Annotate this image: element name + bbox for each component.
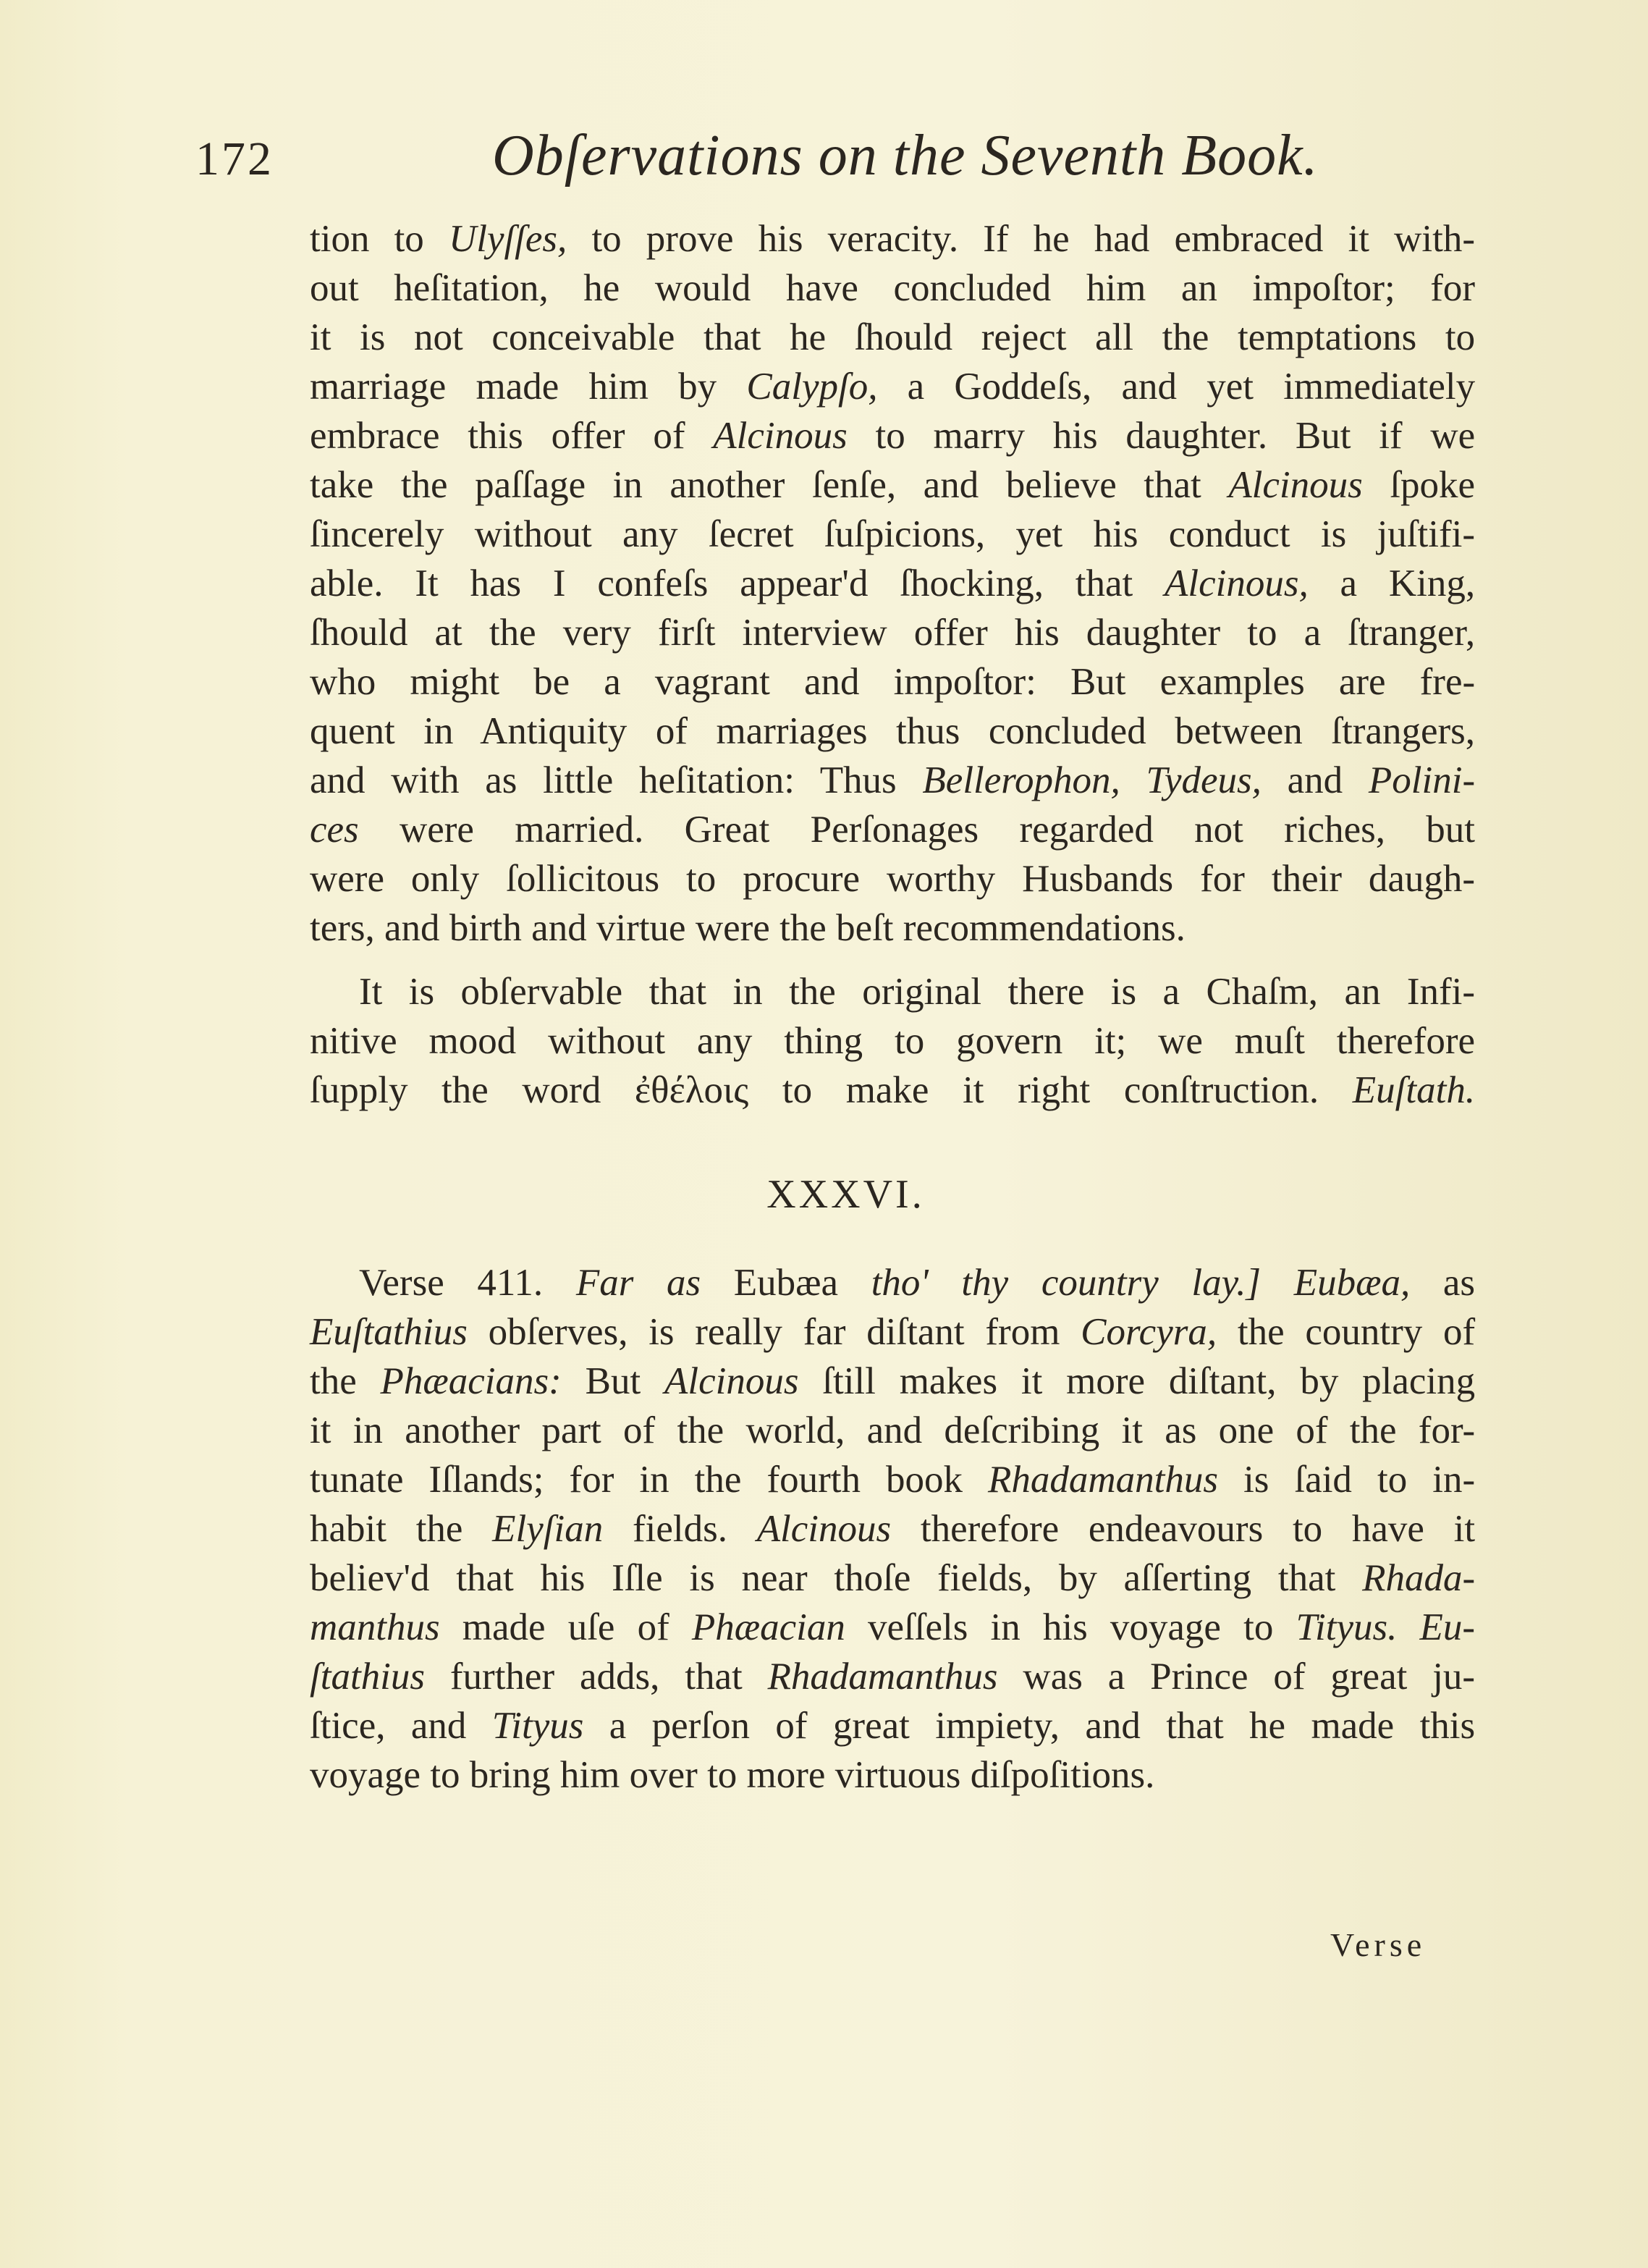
text-line: embrace this offer of Alcinous to marry his daughter. But if we xyxy=(310,415,1476,457)
text-line: Verse 411. Far as Eubæa tho' thy country lay.] Eubæa, as xyxy=(359,1262,1476,1304)
text-line: Euſtathius obſerves, is really far diſtant from Corcyra, the country of xyxy=(310,1311,1476,1353)
text-line: believ'd that his Iſle is near thoſe fields, by aſſerting that Rhada- xyxy=(310,1557,1476,1599)
text-line: it in another part of the world, and deſcribing it as one of the for- xyxy=(310,1409,1476,1451)
paragraph-2 xyxy=(310,967,1475,1115)
page-number: 172 xyxy=(195,132,274,185)
text-line: It is obſervable that in the original there is a Chaſm, an Infi- xyxy=(359,971,1476,1013)
section-number: XXXVI. xyxy=(766,1172,925,1217)
text-line: take the paſſage in another ſenſe, and believe that Alcinous ſpoke xyxy=(310,464,1476,506)
text-line: were only ſollicitous to procure worthy Husbands for their daugh- xyxy=(310,858,1476,900)
paragraph-3 xyxy=(310,1258,1475,1800)
paragraph-1 xyxy=(310,214,1475,953)
text-line: voyage to bring him over to more virtuous diſpoſitions. xyxy=(310,1754,1155,1796)
text-line: quent in Antiquity of marriages thus concluded between ſtrangers, xyxy=(310,710,1476,752)
page-header xyxy=(195,116,1484,195)
text-line: ters, and birth and virtue were the beſt recommendations. xyxy=(310,907,1186,949)
text-line: it is not conceivable that he ſhould reject all the temptations to xyxy=(310,316,1476,358)
text-line: tion to Ulyſſes, to prove his veracity. If he had embraced it with- xyxy=(310,218,1476,260)
text-line: habit the Elyſian fields. Alcinous therefore endeavours to have it xyxy=(310,1508,1476,1550)
text-line: out heſitation, he would have concluded him an impoſtor; for xyxy=(310,267,1476,309)
running-head: Obſervations on the Seventh Book. xyxy=(492,124,1319,187)
text-line: able. It has I confeſs appear'd ſhocking, that Alcinous, a King, xyxy=(310,562,1476,604)
text-line: tunate Iſlands; for in the fourth book Rhadamanthus is ſaid to in- xyxy=(310,1459,1476,1501)
text-line: manthus made uſe of Phæacian veſſels in his voyage to Tityus. Eu- xyxy=(310,1606,1476,1648)
text-line: ſhould at the very firſt interview offer his daughter to a ſtranger, xyxy=(310,612,1476,654)
text-line: ſupply the word ἐθέλοις to make it right conſtruction. Euſtath. xyxy=(310,1069,1476,1111)
text-line: ſtathius further adds, that Rhadamanthus was a Prince of great ju- xyxy=(310,1656,1476,1698)
text-line: ſtice, and Tityus a perſon of great impiety, and that he made this xyxy=(310,1705,1476,1747)
text-line: the Phæacians: But Alcinous ſtill makes it more diſtant, by placing xyxy=(310,1360,1476,1402)
text-line: nitive mood without any thing to govern it; we muſt therefore xyxy=(310,1020,1476,1062)
text-line: marriage made him by Calypſo, a Goddeſs, and yet immediately xyxy=(310,366,1476,408)
text-line: ces were married. Great Perſonages regarded not riches, but xyxy=(310,809,1476,851)
text-line: who might be a vagrant and impoſtor: But examples are fre- xyxy=(310,661,1476,703)
text-line: and with as little heſitation: Thus Bellerophon, Tydeus, and Polini- xyxy=(310,759,1476,801)
text-line: ſincerely without any ſecret ſuſpicions, yet his conduct is juſtifi- xyxy=(310,513,1476,555)
catchword: Verse xyxy=(1330,1926,1427,1963)
